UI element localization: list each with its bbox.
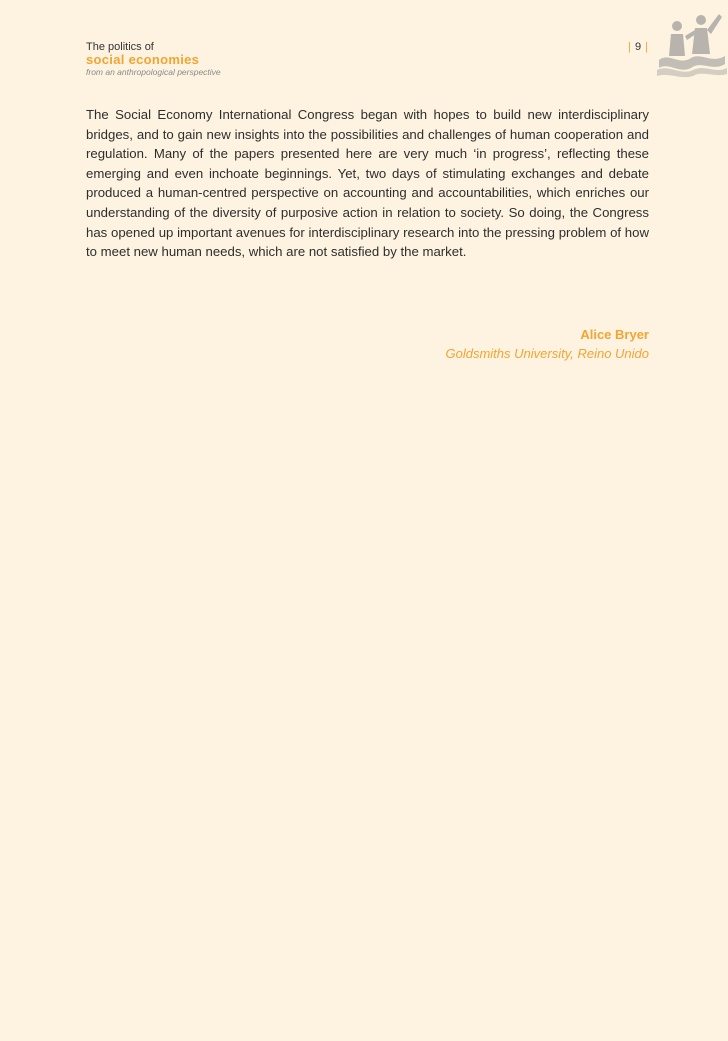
page-number-bar-right: |	[645, 41, 648, 53]
figures-on-waves-logo-icon	[655, 8, 728, 78]
signature-block	[446, 325, 650, 363]
author-affiliation: Goldsmiths University, Reino Unido	[445, 346, 649, 361]
header-title-line1: The politics of	[86, 41, 154, 53]
page-number	[624, 41, 652, 53]
running-header	[86, 41, 221, 78]
body-paragraph: The Social Economy International Congress began with hopes to build new interdisciplinary bridges, and to gain new insights into the possibilities and challenges of human cooperation and regulation. Many of the papers presented here are very much ‘in progress’, reflecting these emerging and even inchoate beginnings. Yet, two days of stimulating exchanges and debate produced a human-centred perspective on accounting and accountabilities, which enriches our understanding of the diversity of purposive action in relation to society. So doing, the Congress has opened up important avenues for interdisciplinary research into the pressing problem of how to meet new human needs, which are not satisfied by the market.	[86, 107, 649, 260]
author-name: Alice Bryer	[580, 327, 649, 342]
page-number-value: 9	[635, 41, 642, 53]
page-number-bar-left: |	[628, 41, 632, 53]
header-subtitle: from an anthropological perspective	[86, 67, 221, 77]
header-title-line2: social economies	[86, 52, 200, 67]
